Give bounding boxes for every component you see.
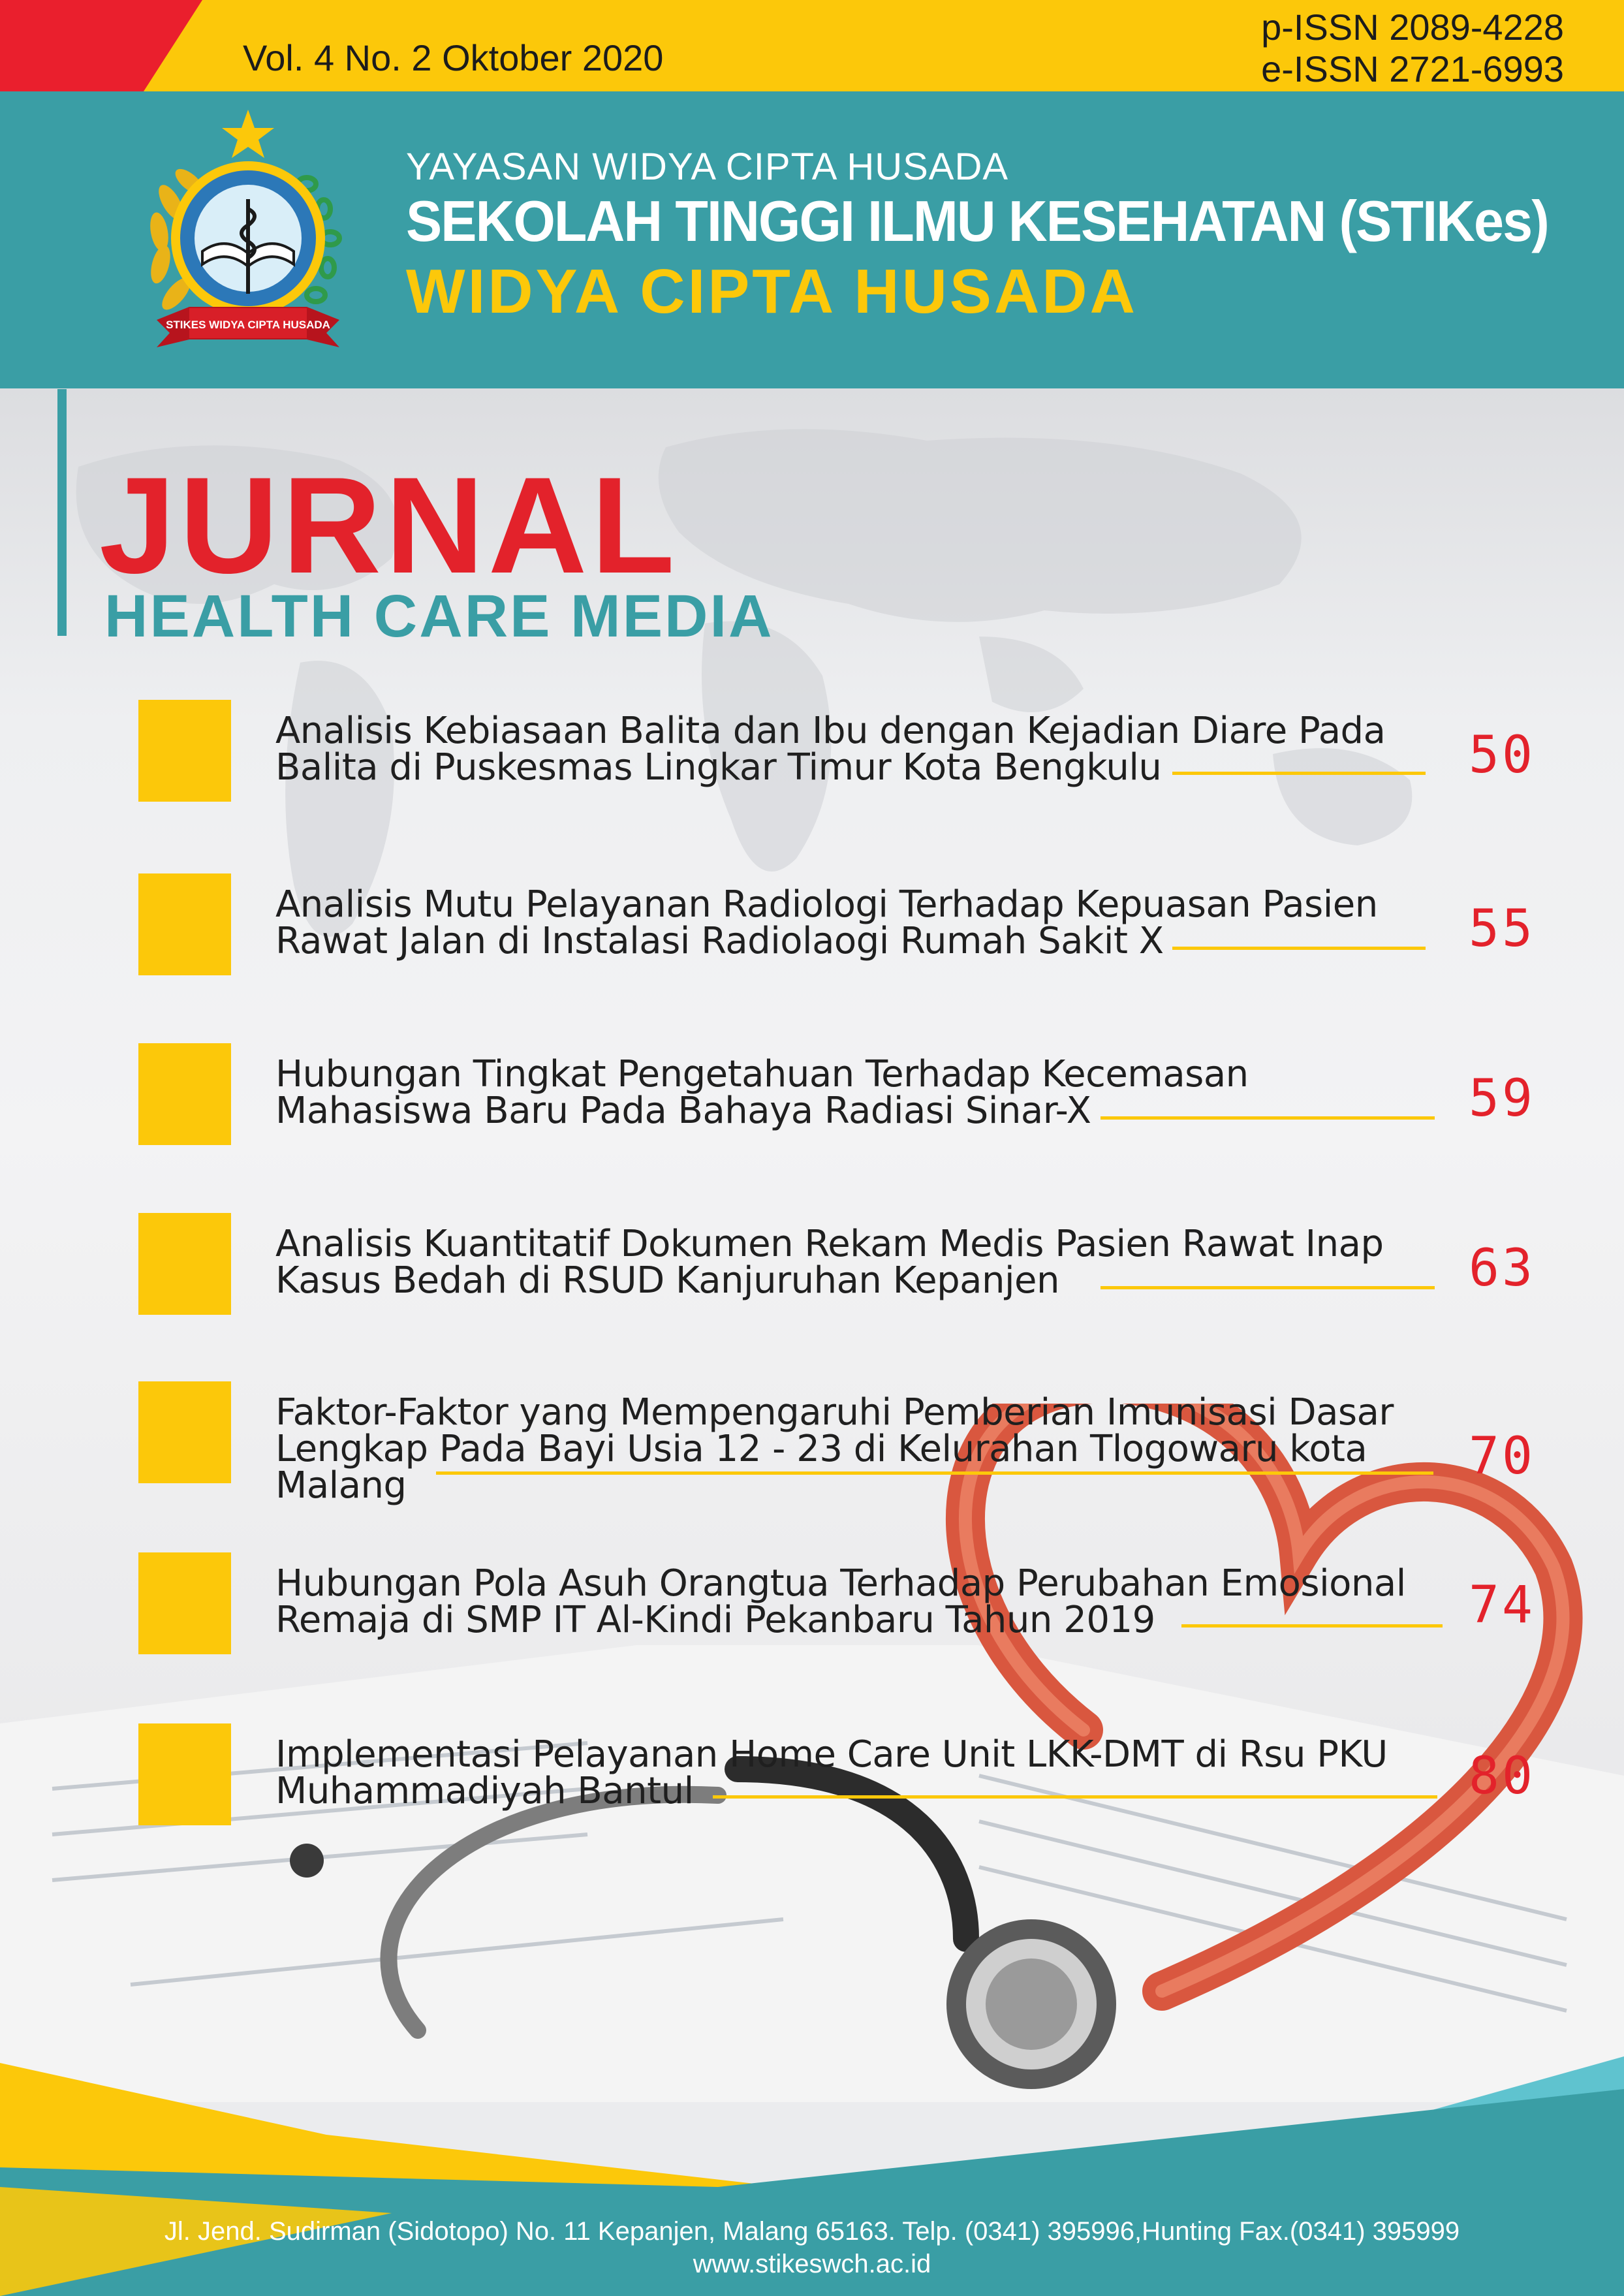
- logo-ribbon-text: STIKES WIDYA CIPTA HUSADA: [166, 319, 330, 331]
- title-accent-bar: [57, 389, 67, 636]
- leader-line: [1101, 1286, 1435, 1289]
- article-bullet: [138, 1043, 231, 1145]
- article-page-number: 59: [1469, 1069, 1535, 1128]
- issn-online: e-ISSN 2721-6993: [1261, 48, 1564, 89]
- article-item[interactable]: [0, 700, 1624, 804]
- article-title[interactable]: Faktor-Faktor yang Mempengaruhi Pemberian Imunisasi Dasar Lengkap Pada Bayi Usia 12 - 23 di Kelurahan Tlogowaru kota Malang: [275, 1391, 1394, 1507]
- article-bullet: [138, 700, 231, 802]
- article-title[interactable]: Implementasi Pelayanan Home Care Unit LKK-DMT di Rsu PKU Muhammadiyah Bantul: [275, 1733, 1388, 1812]
- leader-line: [713, 1795, 1437, 1799]
- footer-website[interactable]: www.stikeswch.ac.id: [693, 2250, 931, 2278]
- journal-title: JURNAL: [99, 448, 679, 602]
- foundation-name: YAYASAN WIDYA CIPTA HUSADA: [406, 146, 1009, 188]
- article-page-number: 50: [1469, 726, 1535, 785]
- volume-label: Vol. 4 No. 2 Oktober 2020: [243, 37, 664, 78]
- article-bullet: [138, 1213, 231, 1315]
- leader-line: [1172, 947, 1426, 950]
- school-title: SEKOLAH TINGGI ILMU KESEHATAN (STIKes): [406, 189, 1548, 253]
- article-page-number: 70: [1469, 1427, 1535, 1486]
- article-item[interactable]: [0, 1723, 1624, 1828]
- article-item[interactable]: [0, 1381, 1624, 1507]
- article-title[interactable]: Analisis Kebiasaan Balita dan Ibu dengan Kejadian Diare Pada Balita di Puskesmas Lingkar Timur Kota Bengkulu: [275, 710, 1386, 789]
- issn-print: p-ISSN 2089-4228: [1261, 7, 1564, 48]
- school-name: WIDYA CIPTA HUSADA: [406, 257, 1138, 326]
- article-page-number: 55: [1469, 900, 1535, 958]
- article-title[interactable]: Analisis Mutu Pelayanan Radiologi Terhadap Kepuasan Pasien Rawat Jalan di Instalasi Radiolaogi Rumah Sakit X: [275, 883, 1378, 962]
- article-title[interactable]: Hubungan Pola Asuh Orangtua Terhadap Perubahan Emosional Remaja di SMP IT Al-Kindi Pekanbaru Tahun 2019: [275, 1562, 1406, 1641]
- article-title[interactable]: Analisis Kuantitatif Dokumen Rekam Medis Pasien Rawat Inap Kasus Bedah di RSUD Kanjuruhan Kepanjen: [275, 1223, 1384, 1302]
- article-bullet: [138, 1723, 231, 1825]
- article-page-number: 80: [1469, 1747, 1535, 1806]
- footer-address: Jl. Jend. Sudirman (Sidotopo) No. 11 Kepanjen, Malang 65163. Telp. (0341) 395996,Hunting Fax.(0341) 395999: [164, 2217, 1460, 2246]
- leader-line: [1172, 772, 1426, 775]
- leader-line: [1181, 1624, 1443, 1628]
- article-bullet: [138, 1381, 231, 1483]
- journal-subtitle: HEALTH CARE MEDIA: [104, 583, 774, 650]
- school-logo-icon: [131, 104, 366, 359]
- article-page-number: 74: [1469, 1576, 1535, 1635]
- article-bullet: [138, 1552, 231, 1654]
- article-item[interactable]: [0, 873, 1624, 978]
- article-page-number: 63: [1469, 1239, 1535, 1298]
- article-item[interactable]: [0, 1213, 1624, 1317]
- leader-line: [436, 1471, 1433, 1475]
- article-bullet: [138, 873, 231, 975]
- leader-line: [1101, 1116, 1435, 1120]
- article-item[interactable]: [0, 1043, 1624, 1148]
- article-title[interactable]: Hubungan Tingkat Pengetahuan Terhadap Kecemasan Mahasiswa Baru Pada Bahaya Radiasi Sinar-X: [275, 1053, 1249, 1132]
- issn-block: [1261, 7, 1564, 90]
- article-item[interactable]: [0, 1552, 1624, 1657]
